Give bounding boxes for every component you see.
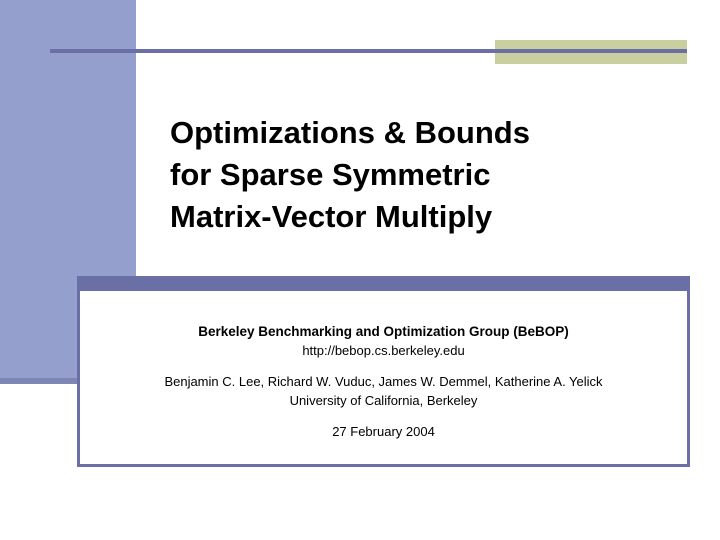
affiliation: University of California, Berkeley: [289, 393, 478, 408]
title-line-2: for Sparse Symmetric: [170, 157, 491, 192]
info-box: [77, 276, 690, 467]
accent-rule-line: [495, 49, 687, 53]
title-line-1: Optimizations & Bounds: [170, 115, 530, 150]
group-url[interactable]: http://bebop.cs.berkeley.edu: [302, 343, 465, 358]
title-line-3: Matrix-Vector Multiply: [170, 199, 493, 234]
presentation-date: 27 February 2004: [332, 424, 435, 439]
slide-title: [170, 112, 670, 238]
accent-block: [495, 40, 687, 64]
group-name: Berkeley Benchmarking and Optimization Group (BeBOP): [198, 324, 569, 339]
author-list: Benjamin C. Lee, Richard W. Vuduc, James W. Demmel, Katherine A. Yelick: [164, 374, 603, 389]
info-text: [77, 322, 690, 441]
